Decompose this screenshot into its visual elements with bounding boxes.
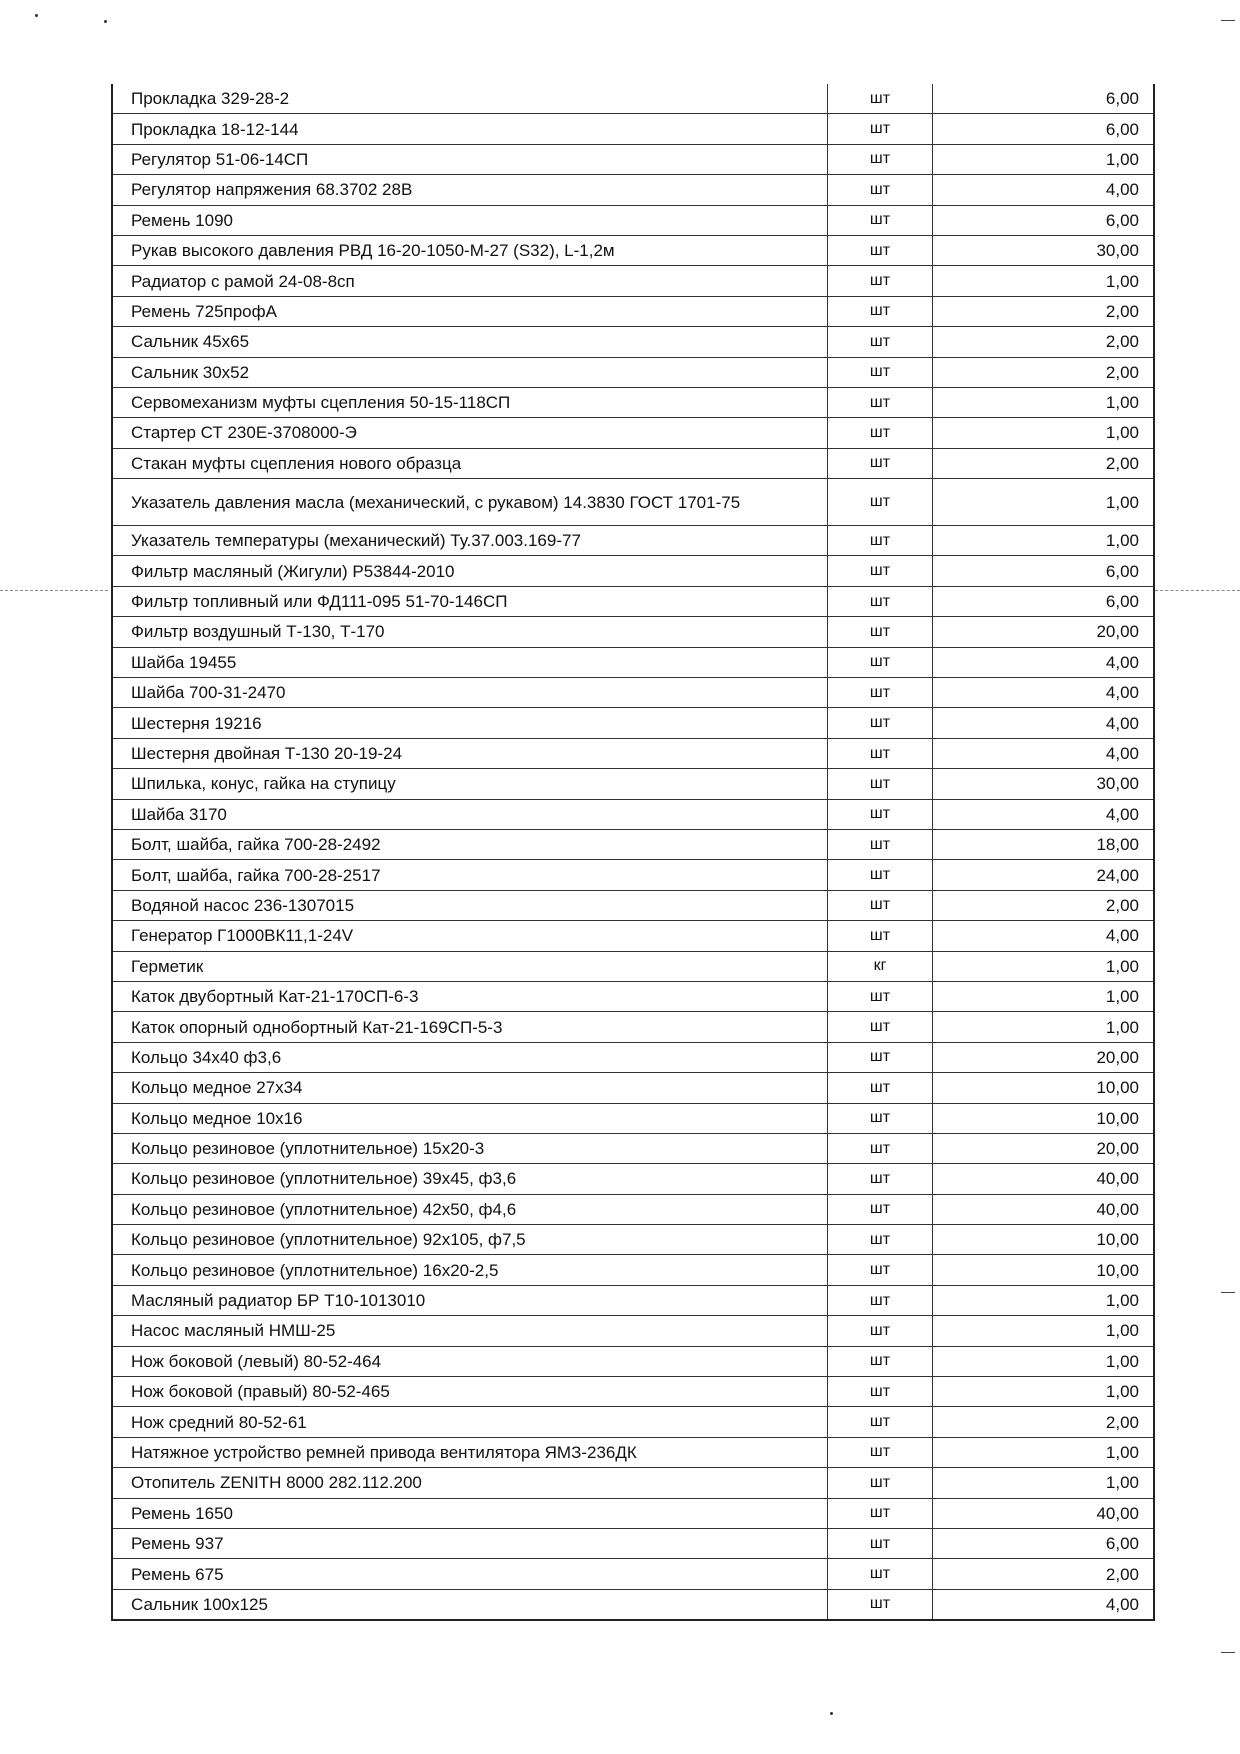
table-row bbox=[113, 175, 1153, 205]
unit-cell: шт bbox=[828, 1316, 933, 1346]
quantity-cell: 6,00 bbox=[933, 114, 1154, 144]
item-name-cell: Стакан муфты сцепления нового образца bbox=[113, 448, 828, 478]
item-name-cell: Сальник 100х125 bbox=[113, 1589, 828, 1619]
unit-cell: шт bbox=[828, 114, 933, 144]
item-name-cell: Кольцо резиновое (уплотнительное) 42х50, ф4,6 bbox=[113, 1194, 828, 1224]
unit-cell: шт bbox=[828, 327, 933, 357]
table-row bbox=[113, 951, 1153, 981]
unit-cell: шт bbox=[828, 890, 933, 920]
table-row bbox=[113, 1194, 1153, 1224]
unit-cell: шт bbox=[828, 1559, 933, 1589]
table-row bbox=[113, 387, 1153, 417]
item-name-cell: Каток двубортный Кат-21-170СП-6-3 bbox=[113, 981, 828, 1011]
table-row bbox=[113, 556, 1153, 586]
quantity-cell: 40,00 bbox=[933, 1164, 1154, 1194]
unit-cell: шт bbox=[828, 647, 933, 677]
unit-cell: шт bbox=[828, 1285, 933, 1315]
item-name-cell: Ремень 725профА bbox=[113, 296, 828, 326]
table-row bbox=[113, 1498, 1153, 1528]
item-name-cell: Герметик bbox=[113, 951, 828, 981]
item-name-cell: Болт, шайба, гайка 700-28-2492 bbox=[113, 829, 828, 859]
unit-cell: шт bbox=[828, 1407, 933, 1437]
quantity-cell: 6,00 bbox=[933, 205, 1154, 235]
item-name-cell: Ремень 675 bbox=[113, 1559, 828, 1589]
item-name-cell: Шайба 3170 bbox=[113, 799, 828, 829]
quantity-cell: 1,00 bbox=[933, 1316, 1154, 1346]
item-name-cell: Прокладка 329-28-2 bbox=[113, 84, 828, 114]
unit-cell: шт bbox=[828, 1468, 933, 1498]
quantity-cell: 24,00 bbox=[933, 860, 1154, 890]
item-name-cell: Болт, шайба, гайка 700-28-2517 bbox=[113, 860, 828, 890]
unit-cell: шт bbox=[828, 708, 933, 738]
item-name-cell: Масляный радиатор БР Т10-1013010 bbox=[113, 1285, 828, 1315]
table-row bbox=[113, 1164, 1153, 1194]
item-name-cell: Шестерня 19216 bbox=[113, 708, 828, 738]
unit-cell: шт bbox=[828, 1194, 933, 1224]
table-row bbox=[113, 860, 1153, 890]
unit-cell: шт bbox=[828, 769, 933, 799]
table-row bbox=[113, 1559, 1153, 1589]
unit-cell: шт bbox=[828, 175, 933, 205]
item-name-cell: Кольцо медное 10х16 bbox=[113, 1103, 828, 1133]
table-row bbox=[113, 1285, 1153, 1315]
quantity-cell: 1,00 bbox=[933, 479, 1154, 526]
table-row bbox=[113, 981, 1153, 1011]
item-name-cell: Шестерня двойная Т-130 20-19-24 bbox=[113, 738, 828, 768]
quantity-cell: 20,00 bbox=[933, 617, 1154, 647]
quantity-cell: 1,00 bbox=[933, 1285, 1154, 1315]
quantity-cell: 30,00 bbox=[933, 769, 1154, 799]
table-row bbox=[113, 769, 1153, 799]
unit-cell: шт bbox=[828, 448, 933, 478]
unit-cell: шт bbox=[828, 1133, 933, 1163]
item-name-cell: Кольцо резиновое (уплотнительное) 16х20-2,5 bbox=[113, 1255, 828, 1285]
quantity-cell: 18,00 bbox=[933, 829, 1154, 859]
table-row bbox=[113, 144, 1153, 174]
scan-fold-line-right bbox=[1155, 590, 1240, 591]
table-row bbox=[113, 1528, 1153, 1558]
unit-cell: шт bbox=[828, 981, 933, 1011]
unit-cell: шт bbox=[828, 799, 933, 829]
item-name-cell: Фильтр воздушный Т-130, Т-170 bbox=[113, 617, 828, 647]
item-name-cell: Радиатор с рамой 24-08-8сп bbox=[113, 266, 828, 296]
unit-cell: шт bbox=[828, 387, 933, 417]
quantity-cell: 1,00 bbox=[933, 1437, 1154, 1467]
quantity-cell: 4,00 bbox=[933, 175, 1154, 205]
unit-cell: шт bbox=[828, 617, 933, 647]
table-row bbox=[113, 799, 1153, 829]
item-name-cell: Рукав высокого давления РВД 16-20-1050-М-27 (S32), L-1,2м bbox=[113, 235, 828, 265]
item-name-cell: Нож боковой (левый) 80-52-464 bbox=[113, 1346, 828, 1376]
table-row bbox=[113, 1012, 1153, 1042]
item-name-cell: Регулятор напряжения 68.3702 28В bbox=[113, 175, 828, 205]
parts-table-frame bbox=[111, 84, 1155, 1621]
unit-cell: кг bbox=[828, 951, 933, 981]
unit-cell: шт bbox=[828, 1498, 933, 1528]
unit-cell: шт bbox=[828, 1225, 933, 1255]
scan-edge-mark bbox=[1221, 1292, 1235, 1293]
unit-cell: шт bbox=[828, 1589, 933, 1619]
unit-cell: шт bbox=[828, 479, 933, 526]
item-name-cell: Указатель температуры (механический) Ту.37.003.169-77 bbox=[113, 526, 828, 556]
quantity-cell: 10,00 bbox=[933, 1225, 1154, 1255]
table-row bbox=[113, 890, 1153, 920]
unit-cell: шт bbox=[828, 205, 933, 235]
table-row bbox=[113, 921, 1153, 951]
table-row bbox=[113, 647, 1153, 677]
item-name-cell: Указатель давления масла (механический, с рукавом) 14.3830 ГОСТ 1701-75 bbox=[113, 479, 828, 526]
unit-cell: шт bbox=[828, 1164, 933, 1194]
unit-cell: шт bbox=[828, 738, 933, 768]
table-row bbox=[113, 1407, 1153, 1437]
quantity-cell: 10,00 bbox=[933, 1073, 1154, 1103]
table-row bbox=[113, 1133, 1153, 1163]
quantity-cell: 1,00 bbox=[933, 144, 1154, 174]
quantity-cell: 4,00 bbox=[933, 708, 1154, 738]
unit-cell: шт bbox=[828, 556, 933, 586]
quantity-cell: 1,00 bbox=[933, 1468, 1154, 1498]
scan-speck bbox=[35, 14, 38, 17]
quantity-cell: 4,00 bbox=[933, 799, 1154, 829]
unit-cell: шт bbox=[828, 84, 933, 114]
table-row bbox=[113, 84, 1153, 114]
table-row bbox=[113, 1073, 1153, 1103]
item-name-cell: Сервомеханизм муфты сцепления 50-15-118СП bbox=[113, 387, 828, 417]
unit-cell: шт bbox=[828, 1103, 933, 1133]
table-row bbox=[113, 1255, 1153, 1285]
item-name-cell: Кольцо медное 27х34 bbox=[113, 1073, 828, 1103]
unit-cell: шт bbox=[828, 144, 933, 174]
unit-cell: шт bbox=[828, 1073, 933, 1103]
unit-cell: шт bbox=[828, 1255, 933, 1285]
table-row bbox=[113, 829, 1153, 859]
table-row bbox=[113, 1377, 1153, 1407]
scan-edge-mark bbox=[1221, 1652, 1235, 1653]
unit-cell: шт bbox=[828, 526, 933, 556]
unit-cell: шт bbox=[828, 860, 933, 890]
table-row bbox=[113, 586, 1153, 616]
quantity-cell: 1,00 bbox=[933, 266, 1154, 296]
quantity-cell: 1,00 bbox=[933, 1346, 1154, 1376]
table-row bbox=[113, 1437, 1153, 1467]
table-row bbox=[113, 738, 1153, 768]
unit-cell: шт bbox=[828, 678, 933, 708]
item-name-cell: Сальник 45х65 bbox=[113, 327, 828, 357]
quantity-cell: 1,00 bbox=[933, 1377, 1154, 1407]
item-name-cell: Прокладка 18-12-144 bbox=[113, 114, 828, 144]
parts-table bbox=[113, 84, 1153, 1619]
item-name-cell: Водяной насос 236-1307015 bbox=[113, 890, 828, 920]
table-row bbox=[113, 448, 1153, 478]
quantity-cell: 20,00 bbox=[933, 1133, 1154, 1163]
quantity-cell: 2,00 bbox=[933, 1407, 1154, 1437]
parts-table-body bbox=[113, 84, 1153, 1619]
table-row bbox=[113, 1346, 1153, 1376]
quantity-cell: 1,00 bbox=[933, 951, 1154, 981]
item-name-cell: Нож боковой (правый) 80-52-465 bbox=[113, 1377, 828, 1407]
item-name-cell: Отопитель ZENITH 8000 282.112.200 bbox=[113, 1468, 828, 1498]
table-row bbox=[113, 114, 1153, 144]
unit-cell: шт bbox=[828, 1042, 933, 1072]
scan-fold-line-left bbox=[0, 590, 108, 591]
table-row bbox=[113, 357, 1153, 387]
quantity-cell: 1,00 bbox=[933, 418, 1154, 448]
table-row bbox=[113, 327, 1153, 357]
item-name-cell: Фильтр топливный или ФД111-095 51-70-146СП bbox=[113, 586, 828, 616]
unit-cell: шт bbox=[828, 1437, 933, 1467]
quantity-cell: 40,00 bbox=[933, 1498, 1154, 1528]
quantity-cell: 6,00 bbox=[933, 586, 1154, 616]
unit-cell: шт bbox=[828, 235, 933, 265]
item-name-cell: Шайба 700-31-2470 bbox=[113, 678, 828, 708]
item-name-cell: Генератор Г1000ВК11,1-24V bbox=[113, 921, 828, 951]
unit-cell: шт bbox=[828, 586, 933, 616]
item-name-cell: Кольцо резиновое (уплотнительное) 39х45, ф3,6 bbox=[113, 1164, 828, 1194]
item-name-cell: Шайба 19455 bbox=[113, 647, 828, 677]
quantity-cell: 4,00 bbox=[933, 647, 1154, 677]
table-row bbox=[113, 617, 1153, 647]
quantity-cell: 2,00 bbox=[933, 357, 1154, 387]
table-row bbox=[113, 1589, 1153, 1619]
table-row bbox=[113, 296, 1153, 326]
item-name-cell: Регулятор 51-06-14СП bbox=[113, 144, 828, 174]
item-name-cell: Нож средний 80-52-61 bbox=[113, 1407, 828, 1437]
item-name-cell: Шпилька, конус, гайка на ступицу bbox=[113, 769, 828, 799]
item-name-cell: Кольцо резиновое (уплотнительное) 15х20-3 bbox=[113, 1133, 828, 1163]
table-row bbox=[113, 418, 1153, 448]
table-row bbox=[113, 1225, 1153, 1255]
unit-cell: шт bbox=[828, 1012, 933, 1042]
table-row bbox=[113, 526, 1153, 556]
table-row bbox=[113, 235, 1153, 265]
unit-cell: шт bbox=[828, 1377, 933, 1407]
quantity-cell: 2,00 bbox=[933, 327, 1154, 357]
item-name-cell: Кольцо резиновое (уплотнительное) 92х105, ф7,5 bbox=[113, 1225, 828, 1255]
quantity-cell: 20,00 bbox=[933, 1042, 1154, 1072]
quantity-cell: 1,00 bbox=[933, 981, 1154, 1011]
unit-cell: шт bbox=[828, 1346, 933, 1376]
unit-cell: шт bbox=[828, 829, 933, 859]
quantity-cell: 6,00 bbox=[933, 1528, 1154, 1558]
quantity-cell: 6,00 bbox=[933, 556, 1154, 586]
item-name-cell: Насос масляный НМШ-25 bbox=[113, 1316, 828, 1346]
scan-edge-mark bbox=[1221, 20, 1235, 21]
quantity-cell: 2,00 bbox=[933, 448, 1154, 478]
item-name-cell: Ремень 1650 bbox=[113, 1498, 828, 1528]
table-row bbox=[113, 708, 1153, 738]
quantity-cell: 6,00 bbox=[933, 84, 1154, 114]
scan-speck bbox=[104, 20, 107, 23]
table-row bbox=[113, 1042, 1153, 1072]
quantity-cell: 1,00 bbox=[933, 526, 1154, 556]
quantity-cell: 2,00 bbox=[933, 1559, 1154, 1589]
unit-cell: шт bbox=[828, 266, 933, 296]
quantity-cell: 10,00 bbox=[933, 1255, 1154, 1285]
unit-cell: шт bbox=[828, 357, 933, 387]
quantity-cell: 4,00 bbox=[933, 921, 1154, 951]
quantity-cell: 30,00 bbox=[933, 235, 1154, 265]
item-name-cell: Ремень 937 bbox=[113, 1528, 828, 1558]
table-row bbox=[113, 205, 1153, 235]
table-row bbox=[113, 266, 1153, 296]
unit-cell: шт bbox=[828, 296, 933, 326]
item-name-cell: Ремень 1090 bbox=[113, 205, 828, 235]
item-name-cell: Каток опорный однобортный Кат-21-169СП-5-3 bbox=[113, 1012, 828, 1042]
quantity-cell: 4,00 bbox=[1105, 1594, 1139, 1614]
quantity-cell: 4,00 bbox=[933, 678, 1154, 708]
table-row bbox=[113, 678, 1153, 708]
quantity-cell: 40,00 bbox=[933, 1194, 1154, 1224]
quantity-cell: 4,00 bbox=[933, 738, 1154, 768]
table-row bbox=[113, 479, 1153, 526]
unit-cell: шт bbox=[828, 921, 933, 951]
quantity-cell: 1,00 bbox=[933, 387, 1154, 417]
table-row bbox=[113, 1316, 1153, 1346]
unit-cell: шт bbox=[828, 1528, 933, 1558]
item-name-cell: Натяжное устройство ремней привода вентилятора ЯМЗ-236ДК bbox=[113, 1437, 828, 1467]
quantity-cell: 2,00 bbox=[933, 890, 1154, 920]
quantity-cell: 10,00 bbox=[933, 1103, 1154, 1133]
table-row bbox=[113, 1468, 1153, 1498]
table-row bbox=[113, 1103, 1153, 1133]
item-name-cell: Кольцо 34х40 ф3,6 bbox=[113, 1042, 828, 1072]
item-name-cell: Стартер СТ 230Е-3708000-Э bbox=[113, 418, 828, 448]
item-name-cell: Сальник 30х52 bbox=[113, 357, 828, 387]
item-name-cell: Фильтр масляный (Жигули) Р53844-2010 bbox=[113, 556, 828, 586]
unit-cell: шт bbox=[828, 418, 933, 448]
quantity-cell: 1,00 bbox=[933, 1012, 1154, 1042]
scan-speck bbox=[830, 1712, 833, 1715]
quantity-cell: 2,00 bbox=[933, 296, 1154, 326]
